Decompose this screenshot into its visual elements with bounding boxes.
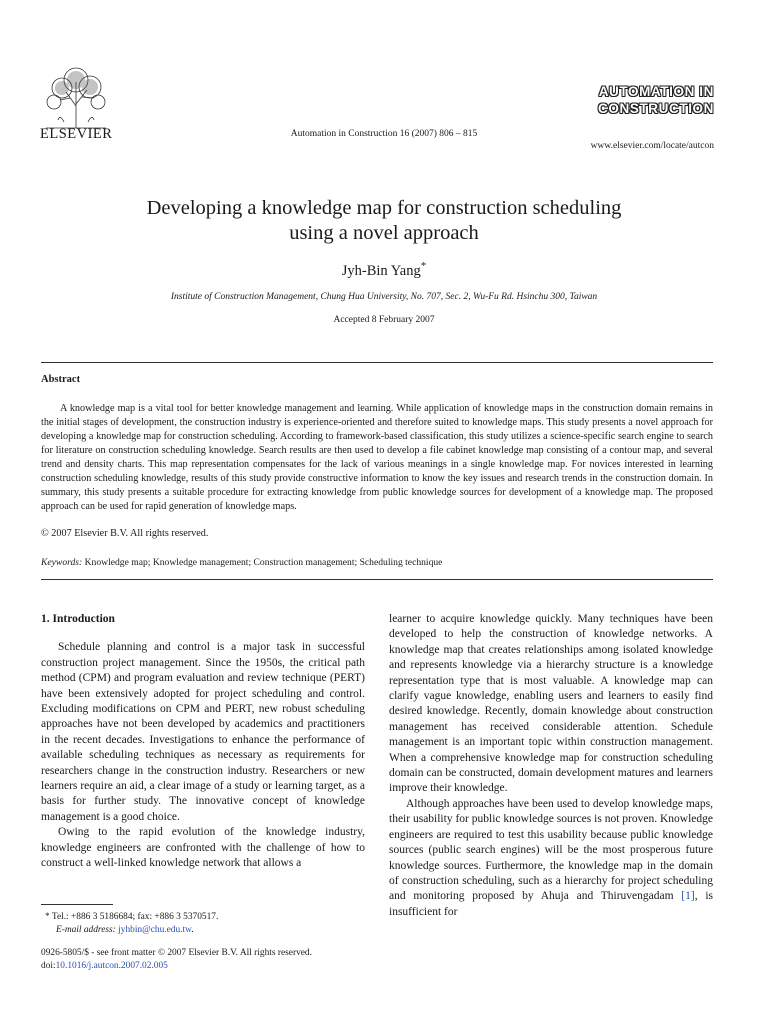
footnote-mark: * (45, 912, 50, 922)
abstract-top-rule (41, 362, 713, 363)
footnote-contact (45, 911, 218, 924)
paragraph-text: Although approaches have been used to develop knowledge maps, their usability for public knowledge sources is not proven. Knowledge engineers are required to test this usability because public knowledge sources (public search engines) will be the most prosperous future knowledge sources. Furthermore, the knowledge map in the domain of construction scheduling, such as a hierarchy for project scheduling and monitoring proposed by Ahuja and Thiruvengadam (389, 797, 713, 903)
right-column (389, 612, 713, 920)
left-column (41, 612, 365, 872)
abstract-heading: Abstract (41, 374, 81, 385)
email-label: E-mail address: (56, 925, 116, 935)
elsevier-tree-logo (40, 62, 112, 130)
article-title (0, 196, 768, 246)
footnote-phone: Tel.: +886 3 5186684; fax: +886 3 5370517. (51, 912, 219, 922)
doi-line (41, 960, 312, 973)
doi-link[interactable]: 10.1016/j.autcon.2007.02.005 (55, 961, 168, 971)
abstract-copyright: © 2007 Elsevier B.V. All rights reserved. (41, 528, 209, 539)
citation-link[interactable]: [1] (681, 890, 695, 903)
paragraph (389, 797, 713, 920)
keywords-label: Keywords: (41, 557, 83, 568)
issn-line: 0926-5805/$ - see front matter © 2007 Elsevier B.V. All rights reserved. (41, 948, 312, 958)
author-footnote-mark[interactable]: * (420, 260, 427, 272)
journal-reference: Automation in Construction 16 (2007) 806 – 815 (290, 129, 478, 139)
email-end: . (191, 925, 194, 935)
author-footnote (45, 911, 218, 937)
affiliation: Institute of Construction Management, Chung Hua University, No. 707, Sec. 2, Wu-Fu Rd. Hsinchu 300, Taiwan (170, 292, 598, 302)
paragraph: learner to acquire knowledge quickly. Many techniques have been developed to help the construction of knowledge networks. A knowledge map that creates relationships among isolated knowledge and represents knowledge via a hierarchy structure is a knowledge representation type that is most valuable. A knowledge map can clarify vague knowledge, enabling users and learners to easily find desired knowledge. Recently, domain knowledge about construction management has received considerable attention. Schedule management is an important topic within construction management. When a comprehensive knowledge map for construction scheduling domain can be constructed, domain development matures and learners improve their knowledge. (389, 613, 713, 795)
keywords-list: Knowledge map; Knowledge management; Construction management; Scheduling technique (84, 557, 443, 568)
author (0, 260, 768, 280)
footnote-email-line (45, 924, 218, 937)
paragraph: Schedule planning and control is a major task in successful construction project management. Since the 1950s, the critical path method (CPM) and program evaluation and review technique (PERT) have been extensively adopted for project scheduling and control. Excluding modifications on CPM and PERT, new robust scheduling approaches have not been developed by academics and practitioners in the recent decades. Investigations to enhance the performance of available scheduling techniques as necessary as requirements for researchers change in the construction industry. Researchers or new learners require an aid, a clear image of a study or learning target, as a basis for further study. The innovative concept of knowledge management is a good choice. (41, 641, 365, 823)
footnote-rule (41, 904, 113, 905)
journal-name-logo (598, 83, 714, 117)
keywords (41, 557, 442, 568)
paragraph-text: , is insufficient for (389, 890, 714, 918)
abstract-bottom-rule (41, 579, 713, 580)
front-matter (41, 947, 312, 973)
title-line1: Developing a knowledge map for construction scheduling (146, 197, 622, 219)
publisher-name: ELSEVIER (40, 126, 113, 142)
abstract-body: A knowledge map is a vital tool for better knowledge management and learning. While application of knowledge maps in the construction domain remains in the initial stages of development, the construction industry is experience-oriented and therefore suited to knowledge maps. This study presents a novel approach for developing a knowledge map for construction scheduling. According to framework-based classification, this study utilizes a science-specific search engine to search for literature on construction scheduling knowledge. Search results are then used to develop a file cabinet knowledge map consisting of a contour map, and several trend and density charts. This map representation compensates for the lack of various meanings in a single knowledge map. For novices interested in learning construction scheduling knowledge, results of this study provide constructive information to know the key issues and research trends in the construction domain. In summary, this study presents a suitable procedure for extracting knowledge from public knowledge sources for development of a knowledge map. The proposed approach can be used for rapid generation of knowledge maps. (41, 403, 713, 512)
title-line2: using a novel approach (289, 222, 479, 244)
journal-url[interactable]: www.elsevier.com/locate/autcon (590, 141, 714, 151)
paragraph: Owing to the rapid evolution of the knowledge industry, knowledge engineers are confronted with the challenge of how to construct a well-linked knowledge network that allows a (41, 826, 365, 870)
journal-name-line1: AUTOMATION IN (598, 84, 714, 99)
email-link[interactable]: jyhbin@chu.edu.tw (118, 925, 192, 935)
accepted-date: Accepted 8 February 2007 (333, 315, 435, 325)
section-heading: 1. Introduction (41, 613, 115, 625)
author-name: Jyh-Bin Yang (341, 262, 421, 279)
journal-name-line2: CONSTRUCTION (598, 101, 714, 116)
doi-label: doi: (41, 961, 56, 971)
